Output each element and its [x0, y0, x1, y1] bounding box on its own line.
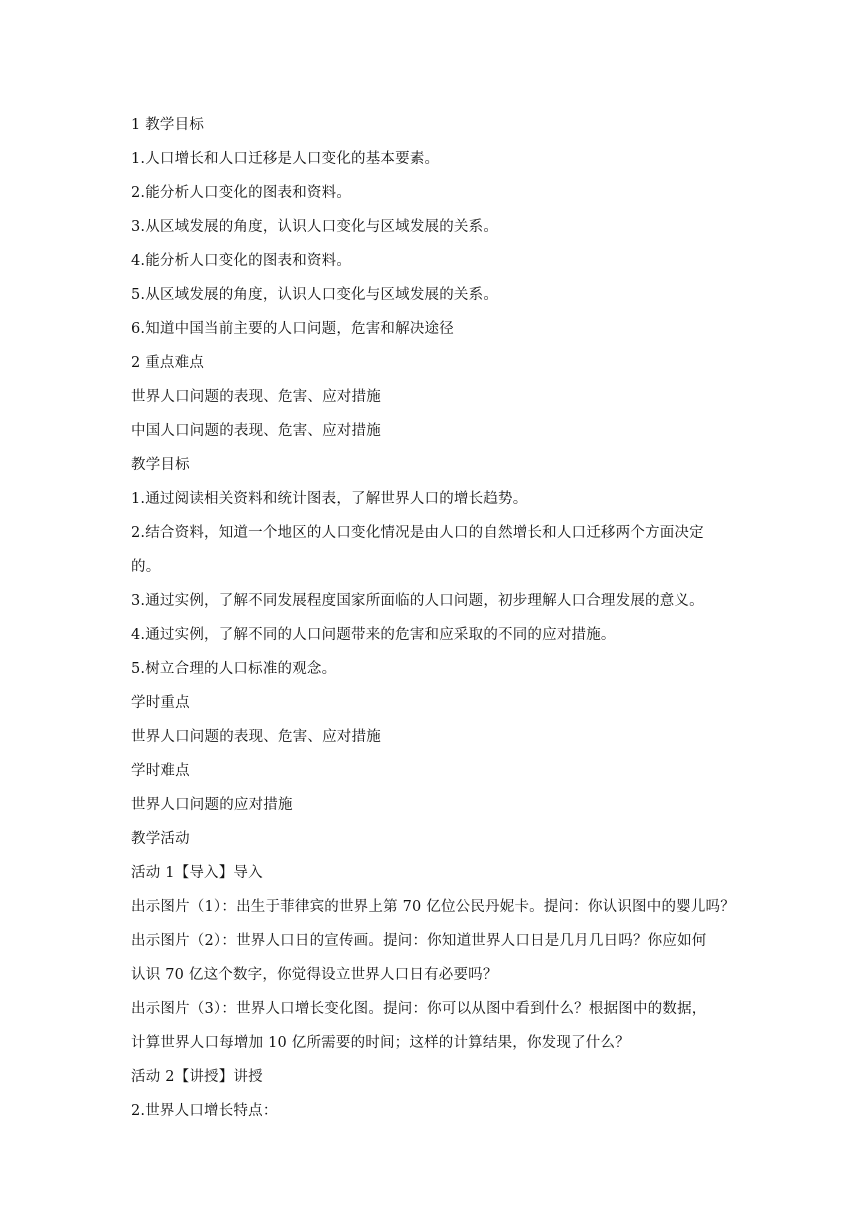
activity-heading: 活动 1【导入】导入 — [131, 865, 263, 881]
teaching-goal-item: 3.通过实例，了解不同发展程度国家所面临的人口问题，初步理解人口合理发展的意义。 — [131, 593, 704, 609]
key-point-item: 中国人口问题的表现、危害、应对措施 — [131, 423, 381, 439]
activity-paragraph-continued: 认识 70 亿这个数字，你觉得设立世界人口日有必要吗？ — [131, 967, 498, 983]
objective-item: 4.能分析人口变化的图表和资料。 — [131, 253, 352, 269]
section-heading-activities: 教学活动 — [131, 831, 190, 847]
activity-paragraph: 出示图片（3）：世界人口增长变化图。提问：你可以从图中看到什么？根据图中的数据， — [131, 1001, 707, 1017]
objective-item: 2.能分析人口变化的图表和资料。 — [131, 185, 352, 201]
study-difficulty-item: 世界人口问题的应对措施 — [131, 797, 293, 813]
document-page — [131, 108, 735, 1128]
key-point-item: 世界人口问题的表现、危害、应对措施 — [131, 389, 381, 405]
teaching-goal-item: 5.树立合理的人口标准的观念。 — [131, 661, 337, 677]
section-heading-teaching-goals: 教学目标 — [131, 457, 190, 473]
teaching-goal-item: 2.结合资料，知道一个地区的人口变化情况是由人口的自然增长和人口迁移两个方面决定 — [131, 525, 704, 541]
objective-item: 5.从区域发展的角度，认识人口变化与区域发展的关系。 — [131, 287, 499, 303]
objective-item: 6.知道中国当前主要的人口问题，危害和解决途径 — [131, 321, 454, 337]
section-heading-objectives: 1 教学目标 — [131, 117, 205, 133]
teaching-goal-item: 1.通过阅读相关资料和统计图表，了解世界人口的增长趋势。 — [131, 491, 528, 507]
objective-item: 1.人口增长和人口迁移是人口变化的基本要素。 — [131, 151, 440, 167]
activity-paragraph: 出示图片（1）：出生于菲律宾的世界上第 70 亿位公民丹妮卡。提问：你认识图中的婴儿吗？ — [131, 899, 735, 915]
activity-heading: 活动 2【讲授】讲授 — [131, 1069, 263, 1085]
activity-paragraph-continued: 计算世界人口每增加 10 亿所需要的时间；这样的计算结果，你发现了什么？ — [131, 1035, 630, 1051]
activity-paragraph: 出示图片（2）：世界人口日的宣传画。提问：你知道世界人口日是几月几日吗？你应如何 — [131, 933, 707, 949]
section-heading-key-points: 2 重点难点 — [131, 355, 205, 371]
objective-item: 3.从区域发展的角度，认识人口变化与区域发展的关系。 — [131, 219, 499, 235]
section-heading-study-difficulty: 学时难点 — [131, 763, 190, 779]
study-focus-item: 世界人口问题的表现、危害、应对措施 — [131, 729, 381, 745]
teaching-goal-item: 4.通过实例，了解不同的人口问题带来的危害和应采取的不同的应对措施。 — [131, 627, 616, 643]
section-heading-study-focus: 学时重点 — [131, 695, 190, 711]
activity-paragraph: 2.世界人口增长特点： — [131, 1103, 278, 1119]
teaching-goal-item-continued: 的。 — [131, 559, 161, 575]
